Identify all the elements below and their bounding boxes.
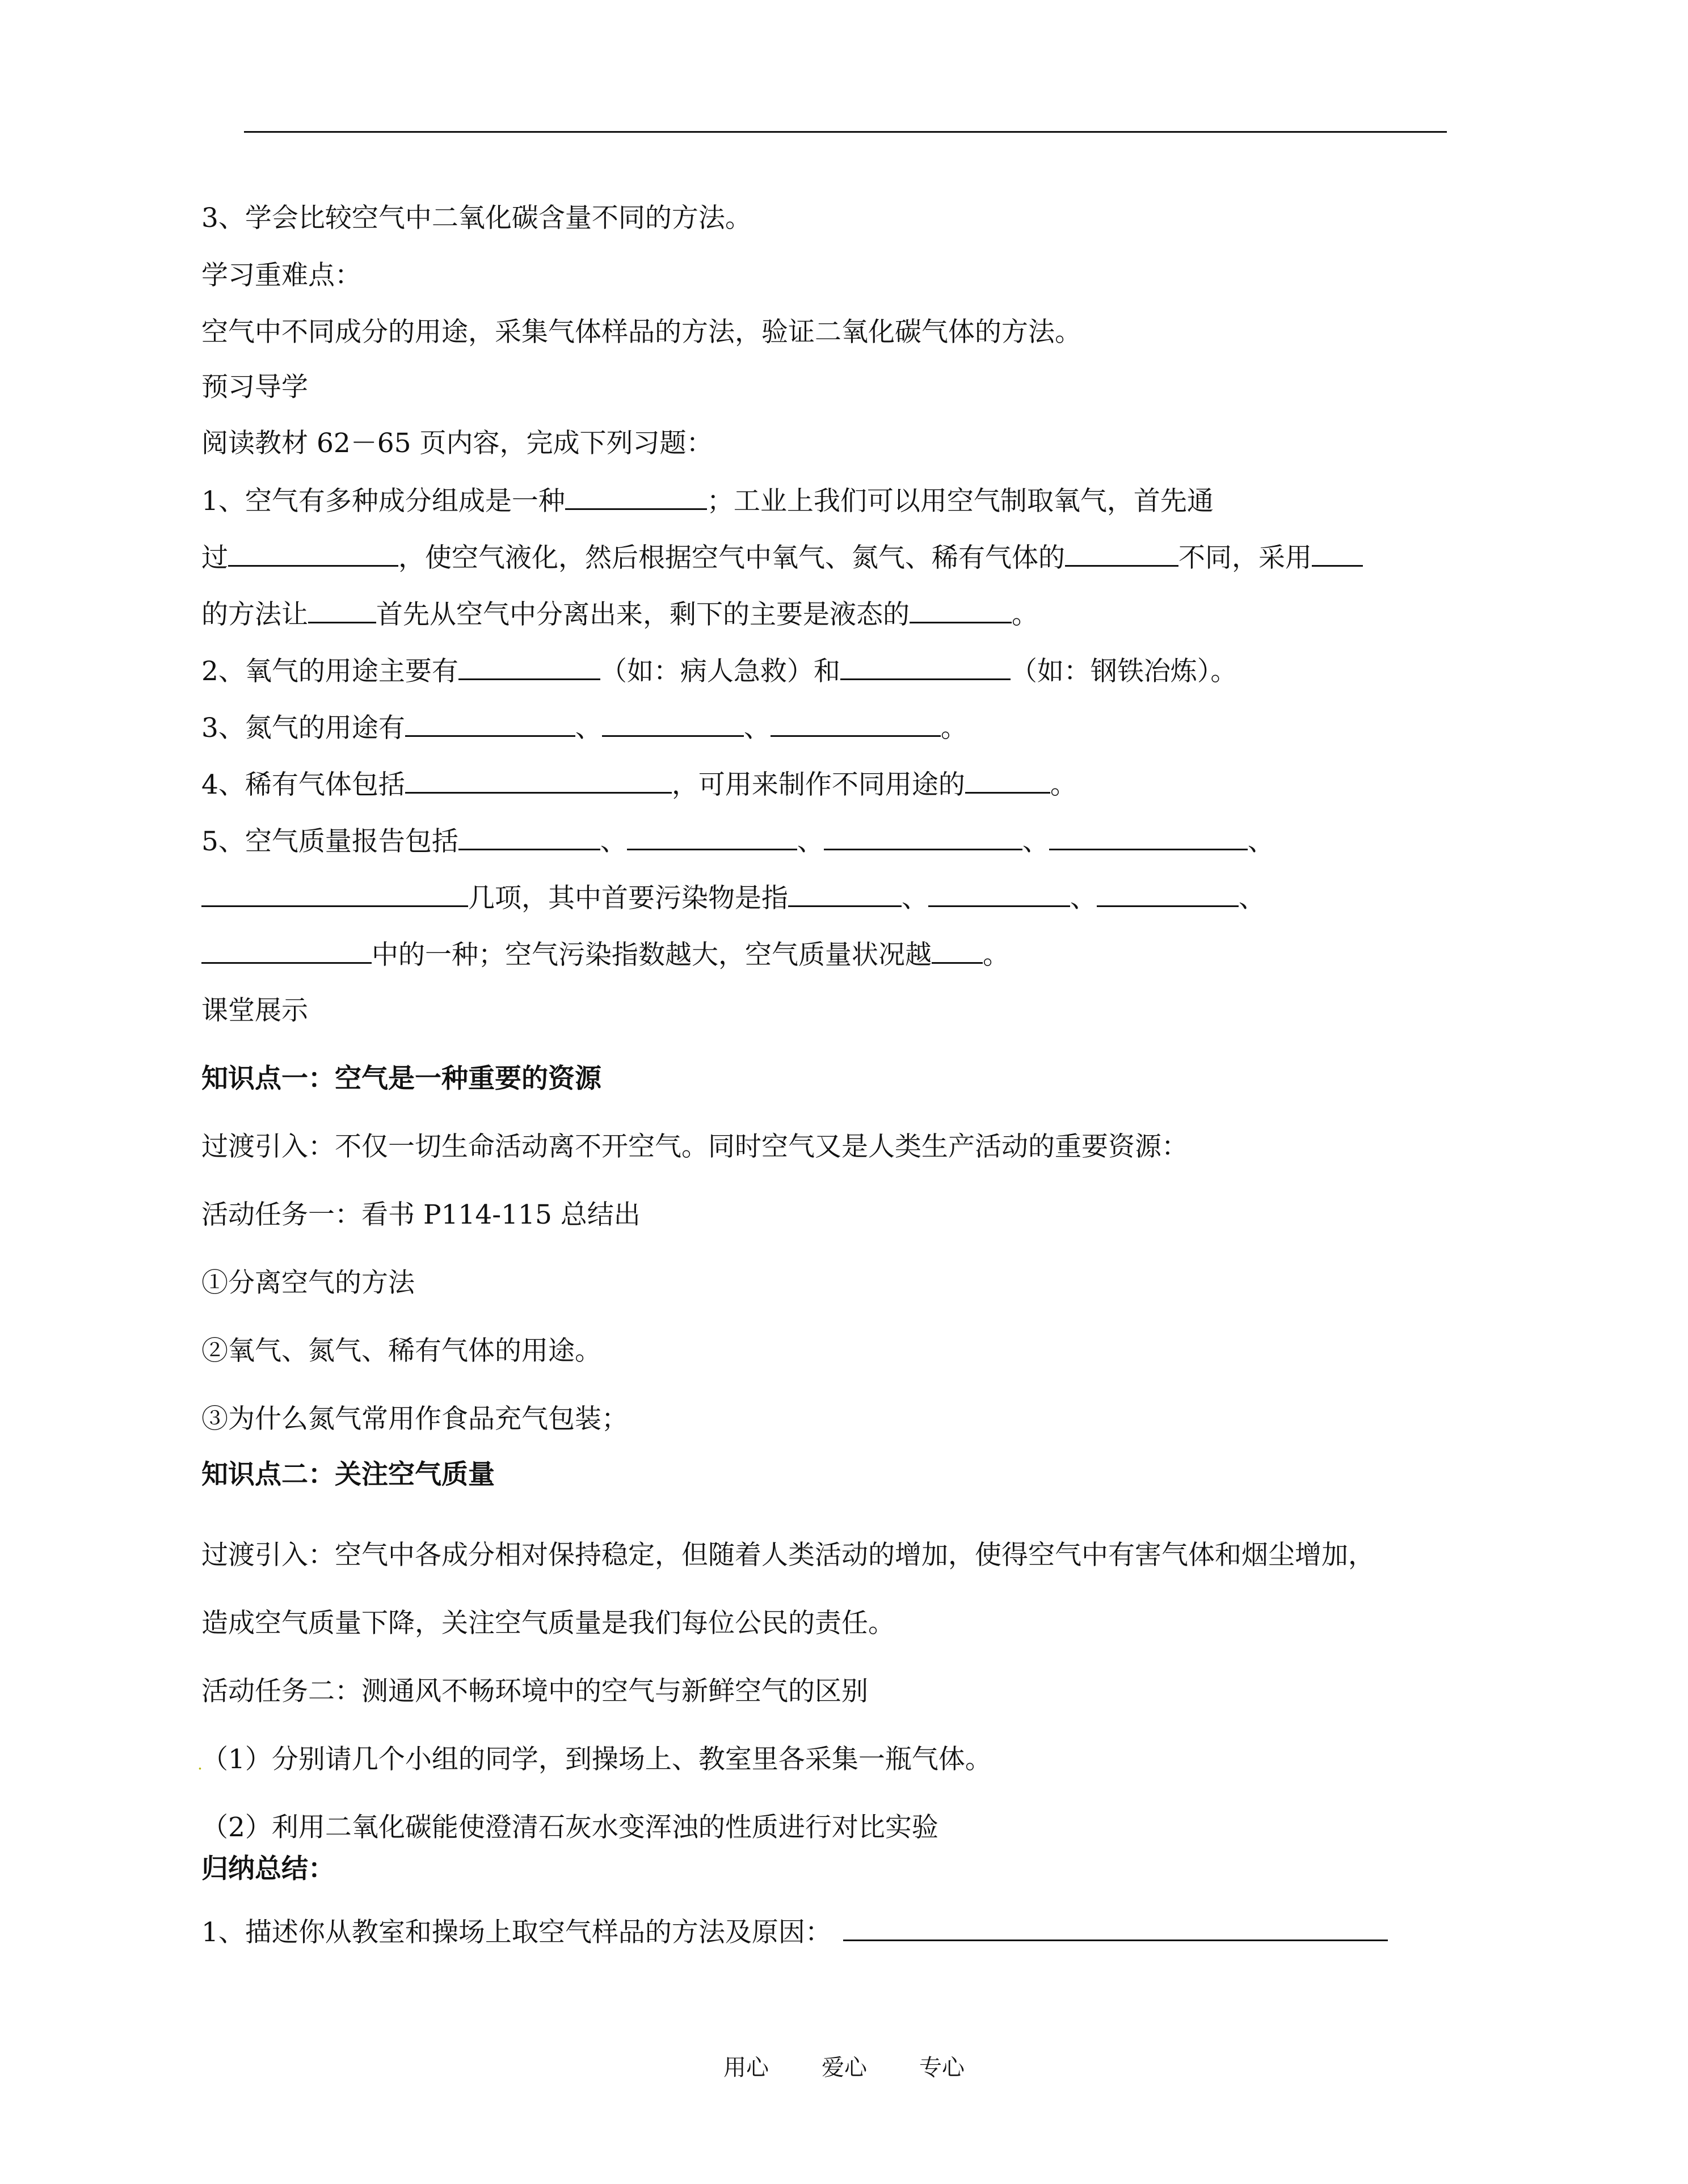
footer-text: 专心 xyxy=(919,2055,965,2081)
question-5-line-1: 5、空气质量报告包括 、 、 、 、 xyxy=(201,824,1274,859)
answer-blank[interactable] xyxy=(788,880,902,907)
activity-task-1: 活动任务一：看书 P114-115 总结出 xyxy=(201,1199,641,1230)
answer-blank[interactable] xyxy=(840,653,1011,680)
knowledge-point-1: 知识点一：空气是一种重要的资源 xyxy=(201,1063,601,1094)
answer-blank[interactable] xyxy=(1097,880,1239,907)
answer-blank[interactable] xyxy=(928,880,1070,907)
answer-blank[interactable] xyxy=(602,710,744,737)
question-1-line-1: 1、空气有多种成分组成是一种 ；工业上我们可以用空气制取氧气，首先通 xyxy=(201,483,1214,518)
answer-blank[interactable] xyxy=(405,767,672,794)
answer-blank[interactable] xyxy=(843,1915,1388,1941)
answer-blank[interactable] xyxy=(932,937,983,964)
answer-blank[interactable] xyxy=(910,597,1012,623)
heading-preview: 预习导学 xyxy=(201,372,308,403)
answer-blank[interactable] xyxy=(458,653,600,680)
answer-blank[interactable] xyxy=(627,824,797,850)
answer-blank[interactable] xyxy=(308,597,376,623)
answer-blank[interactable] xyxy=(405,710,575,737)
question-1-line-3: 的方法让 首先从空气中分离出来，剩下的主要是液态的 。 xyxy=(201,597,1038,632)
transition-intro-1: 过渡引入：不仅一切生命活动离不开空气。同时空气又是人类生产活动的重要资源： xyxy=(201,1131,1188,1162)
question-3: 3、氮气的用途有 、 、 。 xyxy=(201,710,967,745)
task-item-2: ②氧气、氮气、稀有气体的用途。 xyxy=(201,1335,601,1367)
answer-blank[interactable] xyxy=(565,483,707,510)
header-rule xyxy=(244,131,1447,133)
task-item-3: ③为什么氮气常用作食品充气包装； xyxy=(201,1403,628,1435)
objective-3: 3、学会比较空气中二氧化碳含量不同的方法。 xyxy=(201,203,752,234)
answer-blank[interactable] xyxy=(1312,540,1363,567)
summary-question-1: 1、描述你从教室和操场上取空气样品的方法及原因： xyxy=(201,1915,1388,1950)
transition-intro-2-line-1: 过渡引入：空气中各成分相对保持稳定，但随着人类活动的增加，使得空气中有害气体和烟尘增加， xyxy=(201,1540,1375,1571)
question-5-line-2: 几项，其中首要污染物是指 、 、 、 xyxy=(201,880,1265,916)
heading-classroom: 课堂展示 xyxy=(201,995,308,1026)
task-item-1: ①分离空气的方法 xyxy=(201,1267,415,1298)
activity-step-1: . （1）分别请几个小组的同学，到操场上、教室里各采集一瓶气体。 xyxy=(201,1743,992,1777)
answer-blank[interactable] xyxy=(824,824,1022,850)
bullet-dot: . xyxy=(197,1755,203,1773)
answer-blank[interactable] xyxy=(228,540,398,567)
heading-summary: 归纳总结： xyxy=(201,1853,335,1884)
answer-blank[interactable] xyxy=(1049,824,1248,850)
answer-blank[interactable] xyxy=(201,937,372,964)
answer-blank[interactable] xyxy=(965,767,1050,794)
transition-intro-2-line-2: 造成空气质量下降，关注空气质量是我们每位公民的责任。 xyxy=(201,1608,895,1639)
question-2: 2、氧气的用途主要有 （如：病人急救）和 （如：钢铁冶炼）。 xyxy=(201,653,1237,689)
activity-step-2: （2）利用二氧化碳能使澄清石灰水变浑浊的性质进行对比实验 xyxy=(201,1812,938,1843)
key-points-text: 空气中不同成分的用途，采集气体样品的方法，验证二氧化碳气体的方法。 xyxy=(201,317,1081,348)
reading-instruction: 阅读教材 62－65 页内容，完成下列习题： xyxy=(201,428,713,459)
question-5-line-3: 中的一种；空气污染指数越大，空气质量状况越 。 xyxy=(201,937,1009,972)
answer-blank[interactable] xyxy=(201,880,468,907)
heading-key-points: 学习重难点： xyxy=(201,260,361,291)
answer-blank[interactable] xyxy=(1065,540,1178,567)
question-4: 4、稀有气体包括 ，可用来制作不同用途的 。 xyxy=(201,767,1077,802)
footer-text: 爱心 xyxy=(822,2055,867,2081)
answer-blank[interactable] xyxy=(771,710,941,737)
question-1-line-2: 过 ，使空气液化，然后根据空气中氧气、氮气、稀有气体的 不同，采用 xyxy=(201,540,1363,575)
footer-text: 用心 xyxy=(723,2055,769,2081)
answer-blank[interactable] xyxy=(458,824,600,850)
knowledge-point-2: 知识点二：关注空气质量 xyxy=(201,1459,495,1490)
activity-task-2: 活动任务二：测通风不畅环境中的空气与新鲜空气的区别 xyxy=(201,1676,868,1707)
